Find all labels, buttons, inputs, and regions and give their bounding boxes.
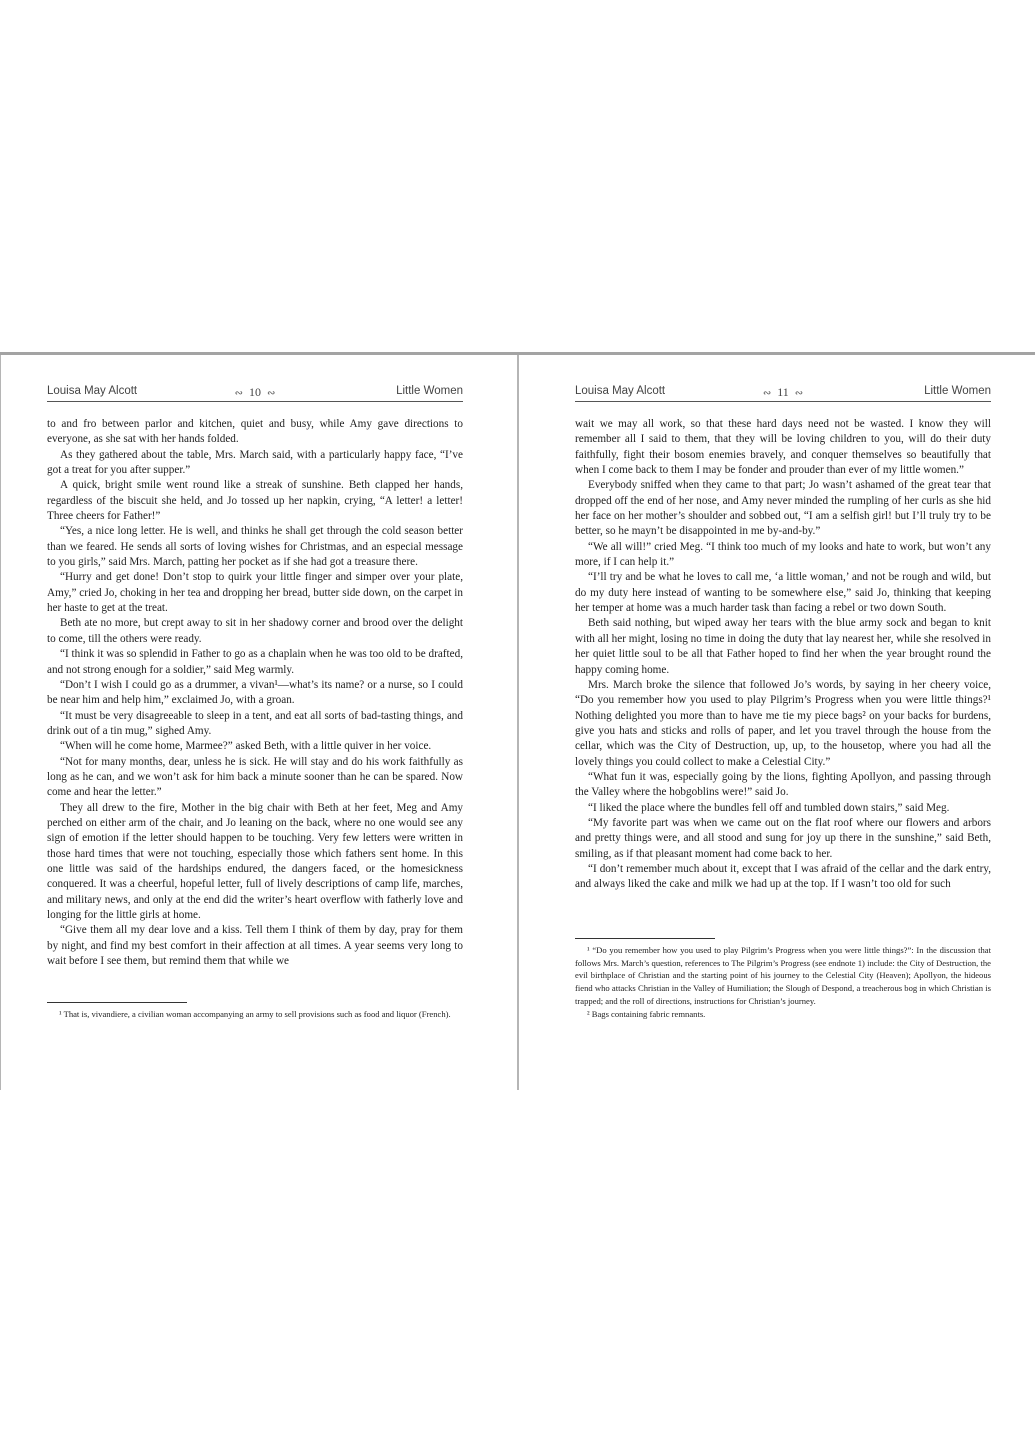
paragraph: “When will he come home, Marmee?” asked Beth, with a little quiver in her voice. xyxy=(60,740,432,753)
paragraph: “It must be very disagreeable to sleep in a tent, and eat all sorts of bad-tasting things, and drink out of a tin mug,” sighed Amy. xyxy=(47,709,463,737)
paragraph: “We all will!” cried Meg. “I think too much of my looks and hate to work, but won’t any more, if I can help it.” xyxy=(575,540,991,569)
ornament-right-icon: ∾ xyxy=(267,388,276,399)
paragraph: wait we may all work, so that these hard days need not be wasted. I know they will remember all I said to them, that they will be loving children to you, will do their duty faithfully, fight their bosom enemies bravely, and conquer themselves so beautifully that when I come back to them I may be fonder and prouder than ever of my little women.” xyxy=(575,418,991,477)
paragraph: “Hurry and get done! Don’t stop to quirk your little finger and simper over your plate, Amy,” cried Jo, choking in her tea and dropping her bread, butter side down, on the carpet in her haste to get at the treat. xyxy=(47,571,463,615)
paragraph: Everybody sniffed when they came to that part; Jo wasn’t ashamed of the great tear that dropped off the end of her nose, and Amy never minded the rumpling of her curls as she hid her face on her mother’s shoulder and sobbed out, “I am a selfish girl! but I’ll truly try to be better, so he mayn’t be disappointed in me by-and-by.” xyxy=(575,479,991,538)
paragraph: “Give them all my dear love and a kiss. Tell them I think of them by day, pray for them by night, and find my best comfort in their affection at all times. A year seems very long to wait before I see them, but remind them that while we xyxy=(47,924,463,968)
paragraph: to and fro between parlor and kitchen, quiet and busy, while Amy gave directions to everyone, as she sat with her hands folded. xyxy=(47,418,463,446)
book-gutter xyxy=(517,355,519,1090)
running-head-author: Louisa May Alcott xyxy=(575,385,666,397)
footnotes xyxy=(575,944,991,1020)
running-head xyxy=(47,385,463,402)
page-edge xyxy=(0,355,1,1090)
paragraph: “Don’t I wish I could go as a drummer, a vivan¹—what’s its name? or a nurse, so I could be near him and help him,” exclaimed Jo, with a groan. xyxy=(47,678,463,707)
running-head xyxy=(575,385,991,402)
paragraph: A quick, bright smile went round like a streak of sunshine. Beth clapped her hands, regardless of the biscuit she held, and Jo tossed up her napkin, crying, “A letter! a letter! Three cheers for Father!” xyxy=(47,479,463,523)
book-spread xyxy=(0,352,1035,1090)
page-number: 11 xyxy=(777,385,789,399)
footnotes xyxy=(47,1008,463,1021)
right-page xyxy=(575,355,991,1090)
paragraph: Mrs. March broke the silence that followed Jo’s words, by saying in her cheery voice, “Do you remember how you used to play Pilgrim’s Progress when you were little things?¹ Nothing delighted you more than to have me tie my piece bags² on your backs for burdens, give you hats and sticks and rolls of paper, and let you travel through the house from the cellar, which was the City of Destruction, up, up, to the housetop, where you had all the lovely things you could collect to make a Celestial City.” xyxy=(575,678,991,768)
paragraph: They all drew to the fire, Mother in the big chair with Beth at her feet, Meg and Amy perched on either arm of the chair, and Jo leaning on the back, where no one would see any sign of emotion if the letter should happen to be touching. Very few letters were written in those hard times that were not touching, especially those which fathers sent home. In this one little was said of the hardships endured, the dangers faced, or the homesickness conquered. It was a cheerful, hopeful letter, full of lively descriptions of camp life, marches, and military news, and only at the end did the writer’s heart overflow with fatherly love and longing for the little girls at home. xyxy=(47,801,463,921)
running-head-title: Little Women xyxy=(396,385,463,397)
paragraph: As they gathered about the table, Mrs. March said, with a particularly happy face, “I’ve got a treat for you after supper.” xyxy=(47,448,463,477)
footnote: ¹ That is, vivandiere, a civilian woman accompanying an army to sell provisions such as food and liquor (French). xyxy=(59,1009,451,1019)
left-page xyxy=(47,355,463,1090)
ornament-left-icon: ∾ xyxy=(762,388,772,399)
footnote: ¹ “Do you remember how you used to play Pilgrim’s Progress when you were little things?”: In the discussion that follows Mrs. March’s question, references to The Pilgrim’s Progress (see endnote 1) include: the City of Destruction, the evil birthplace of Christian and the starting point of his journey to the Celestial City (Heaven); Apollyon, the hideous fiend who attacks Christian in the Valley of Humiliation; the Slough of Despond, a treacherous bog in which Christian is trapped; and the roll of directions, instructions for Christian’s journey. xyxy=(575,945,991,1006)
paragraph: “Yes, a nice long letter. He is well, and thinks he shall get through the cold season better than we feared. He sends all sorts of loving wishes for Christmas, and an especial message to you girls,” said Mrs. March, patting her pocket as if she had got a treasure there. xyxy=(47,525,463,569)
paragraph: “I liked the place where the bundles fell off and tumbled down stairs,” said Meg. xyxy=(588,801,950,814)
paragraph: “What fun it was, especially going by the lions, fighting Apollyon, and passing through the Valley where the hobgoblins were!” said Jo. xyxy=(575,770,991,799)
paragraph: Beth said nothing, but wiped away her tears with the blue army sock and began to knit with all her might, losing no time in doing the duty that lay nearest her, while she resolved in her quiet little soul to be all that Father hoped to find her when the year brought round the happy coming home. xyxy=(575,617,991,676)
paragraph: “Not for many months, dear, unless he is sick. He will stay and do his work faithfully as long as he can, and we won’t ask for him back a minute sooner than he can be spared. Now come and hear the letter.” xyxy=(47,755,463,799)
running-head-title: Little Women xyxy=(924,385,991,397)
ornament-left-icon: ∾ xyxy=(234,388,243,399)
paragraph: “I think it was so splendid in Father to go as a chaplain when he was too old to be drafted, and not strong enough for a soldier,” said Meg warmly. xyxy=(47,648,463,676)
paragraph: Beth ate no more, but crept away to sit in her shadowy corner and brood over the delight to come, till the others were ready. xyxy=(47,617,463,645)
running-head-author: Louisa May Alcott xyxy=(47,385,138,397)
paragraph: “My favorite part was when we came out on the flat roof where our flowers and arbors and pretty things were, and all stood and sung for joy up there in the sunshine,” said Beth, smiling, as if that pleasant moment had come back to her. xyxy=(575,816,991,860)
footnote: ² Bags containing fabric remnants. xyxy=(587,1008,706,1019)
paragraph: “I don’t remember much about it, except that I was afraid of the cellar and the dark entry, and always liked the cake and milk we had up at the top. If I wasn’t too old for such xyxy=(575,862,991,891)
body-text xyxy=(47,417,463,969)
footnote-rule xyxy=(575,938,715,939)
page-number: 10 xyxy=(249,385,261,399)
footnote-rule xyxy=(47,1002,187,1003)
ornament-right-icon: ∾ xyxy=(794,388,804,399)
paragraph: “I’ll try and be what he loves to call me, ‘a little woman,’ and not be rough and wild, but do my duty here instead of wanting to be somewhere else,” said Jo, thinking that keeping her temper at home was a much harder task than facing a rebel or two down South. xyxy=(575,571,991,615)
body-text xyxy=(575,417,991,893)
